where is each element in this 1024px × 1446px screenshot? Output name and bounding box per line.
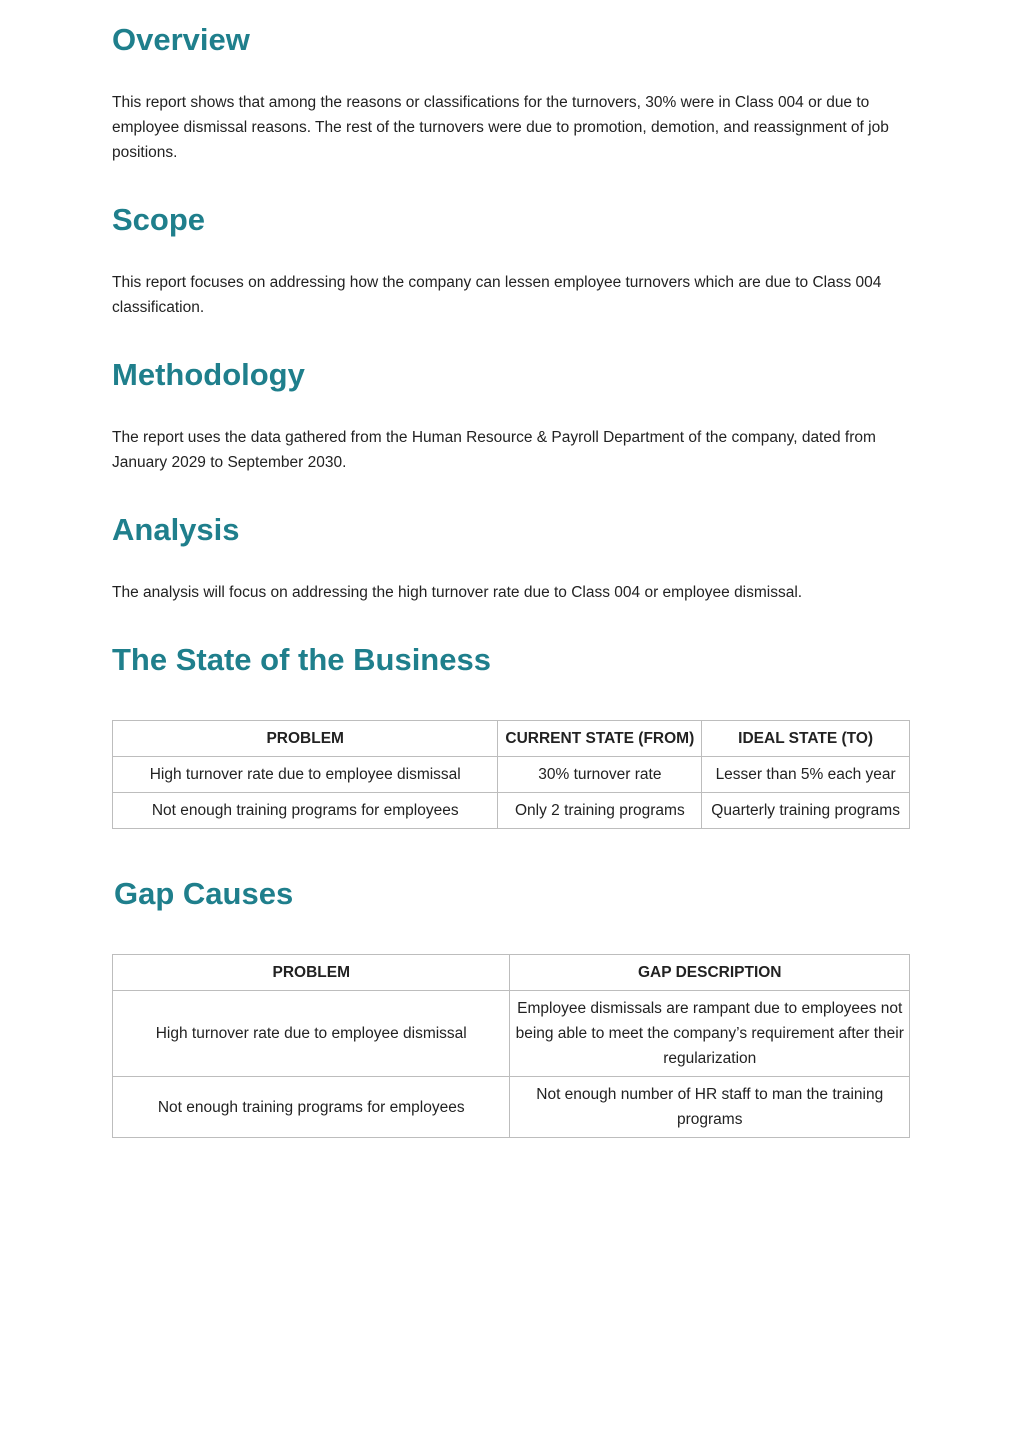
overview-heading: Overview <box>112 22 250 57</box>
table-cell: Quarterly training programs <box>702 793 910 829</box>
gap-causes-heading: Gap Causes <box>114 876 294 911</box>
table-header-row <box>113 721 910 757</box>
gap-causes-table <box>112 954 910 1138</box>
scope-heading: Scope <box>112 202 206 237</box>
table-cell: High turnover rate due to employee dismissal <box>113 991 510 1077</box>
table-header-row <box>113 955 910 991</box>
table-row <box>113 1077 910 1138</box>
state-of-business-table <box>112 720 910 829</box>
column-header-problem: PROBLEM <box>113 955 510 991</box>
analysis-heading: Analysis <box>112 512 240 547</box>
table-cell: Not enough training programs for employees <box>113 1077 510 1138</box>
column-header-problem: PROBLEM <box>113 721 498 757</box>
table-cell: Employee dismissals are rampant due to employees not being able to meet the company’s requirement after their regularization <box>510 991 910 1077</box>
column-header-ideal-state: IDEAL STATE (TO) <box>702 721 910 757</box>
table-cell: Lesser than 5% each year <box>702 757 910 793</box>
analysis-text: The analysis will focus on addressing the high turnover rate due to Class 004 or employee dismissal. <box>112 584 803 601</box>
column-header-gap-description: GAP DESCRIPTION <box>510 955 910 991</box>
methodology-heading: Methodology <box>112 357 305 392</box>
table-row <box>113 757 910 793</box>
table-row <box>113 991 910 1077</box>
column-header-current-state: CURRENT STATE (FROM) <box>498 721 702 757</box>
table-row <box>113 793 910 829</box>
methodology-text: The report uses the data gathered from the Human Resource & Payroll Department of the company, dated from January 2029 to September 2030. <box>112 429 876 471</box>
table-cell: Not enough training programs for employees <box>113 793 498 829</box>
table-cell: Not enough number of HR staff to man the training programs <box>510 1077 910 1138</box>
table-cell: High turnover rate due to employee dismissal <box>113 757 498 793</box>
scope-text: This report focuses on addressing how the company can lessen employee turnovers which are due to Class 004 classification. <box>112 274 882 316</box>
state-of-business-heading: The State of the Business <box>112 642 491 677</box>
overview-text: This report shows that among the reasons or classifications for the turnovers, 30% were in Class 004 or due to employee dismissal reasons. The rest of the turnovers were due to promotion, demotion, and reassignment of job positions. <box>112 94 889 161</box>
table-cell: 30% turnover rate <box>498 757 702 793</box>
table-cell: Only 2 training programs <box>498 793 702 829</box>
